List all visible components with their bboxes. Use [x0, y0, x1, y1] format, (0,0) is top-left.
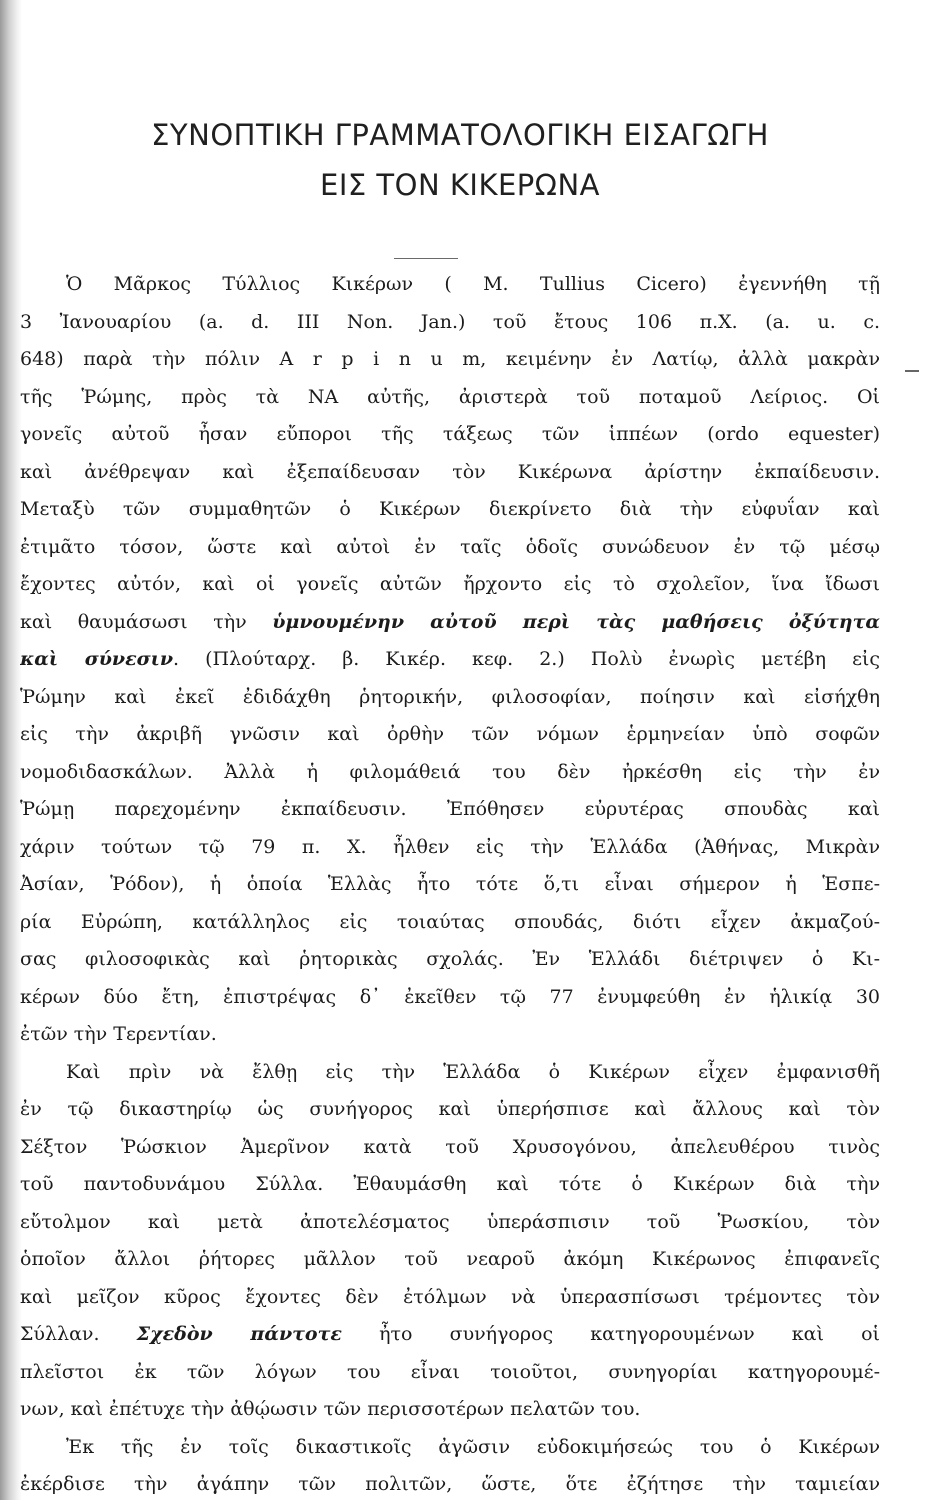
text-line — [20, 604, 880, 642]
text-line — [20, 1316, 880, 1354]
chapter-title-line-2: ΕΙΣ ΤΟΝ ΚΙΚΕΡΩΝΑ — [320, 168, 600, 202]
text-line: τοῦ παντοδυνάμου Σύλλα. Ἐθαυμάσθη καὶ τότε ὁ Κικέρων διὰ τὴν — [20, 1173, 880, 1195]
text-line: καὶ ἀνέθρεψαν καὶ ἐξεπαίδευσαν τὸν Κικέρωνα ἀρίστην ἐκπαίδευσιν. — [20, 460, 880, 483]
emphasized-phrase: Σχεδὸν πάντοτε — [136, 1323, 342, 1345]
text-line: Καὶ πρὶν νὰ ἔλθῃ εἰς τὴν Ἑλλάδα ὁ Κικέρων εἶχεν ἐμφανισθῆ — [66, 1060, 880, 1083]
text-line: Ῥώμῃ παρεχομένην ἐκπαίδευσιν. Ἐπόθησεν εὐρυτέρας σπουδὰς καὶ — [20, 798, 880, 820]
text-line: ἐτιμᾶτο τόσον, ὥστε καὶ αὐτοὶ ἐν ταῖς ὁδοῖς συνώδευον ἐν τῷ μέσῳ — [20, 535, 880, 558]
text-line: ρία Εὐρώπη, κατάλληλος εἰς τοιαύτας σπουδάς, διότι εἶχεν ἀκμαζού- — [20, 910, 880, 933]
title-divider — [394, 258, 458, 259]
text-line: Σέξτον Ῥώσκιον Ἀμερῖνον κατὰ τοῦ Χρυσογόνου, ἀπελευθέρου τινὸς — [20, 1135, 880, 1158]
margin-mark — [905, 370, 919, 372]
text-run: . (Πλούταρχ. β. Κικέρ. κεφ. 2.) Πολὺ ἐνωρὶς μετέβη εἰς — [173, 648, 880, 670]
text-line: εἰς τὴν ἀκριβῆ γνῶσιν καὶ ὀρθὴν τῶν νόμων ἑρμηνείαν ὑπὸ σοφῶν — [20, 723, 880, 745]
text-line: 648) παρὰ τὴν πόλιν A r p i n u m, κειμένην ἐν Λατίῳ, ἀλλὰ μακρὰν — [20, 348, 880, 370]
text-line: εὔτολμον καὶ μετὰ ἀποτελέσματος ὑπεράσπισιν τοῦ Ῥωσκίου, τὸν — [20, 1210, 880, 1233]
text-line: ἔχοντες αὐτόν, καὶ οἱ γονεῖς αὐτῶν ἤρχοντο εἰς τὸ σχολεῖον, ἵνα ἴδωσι — [20, 573, 880, 595]
text-line: νων, καὶ ἐπέτυχε τὴν ἀθῴωσιν τῶν περισσοτέρων πελατῶν του. — [20, 1398, 641, 1420]
emphasized-quote: καὶ σύνεσιν — [20, 648, 174, 670]
scan-edge-shadow — [0, 0, 22, 1500]
text-line: καὶ μεῖζον κῦρος ἔχοντες δὲν ἐτόλμων νὰ ὑπερασπίσωσι τρέμοντες τὸν — [20, 1285, 880, 1308]
text-line: ἐκέρδισε τὴν ἀγάπην τῶν πολιτῶν, ὥστε, ὅτε ἐζήτησε τὴν ταμιείαν — [20, 1473, 880, 1495]
text-line: ἐν τῷ δικαστηρίῳ ὡς συνήγορος καὶ ὑπερήσπισε καὶ ἄλλους καὶ τὸν — [20, 1098, 880, 1120]
text-line — [20, 641, 880, 679]
text-line: πλεῖστοι ἐκ τῶν λόγων του εἶναι τοιοῦτοι, συνηγορίαι κατηγορουμέ- — [20, 1360, 880, 1383]
text-line: νομοδιδασκάλων. Ἀλλὰ ἡ φιλομάθειά του δὲν ἠρκέσθη εἰς τὴν ἐν — [20, 760, 880, 783]
text-line: γονεῖς αὐτοῦ ἦσαν εὔποροι τῆς τάξεως τῶν ἱππέων (ordo equester) — [20, 423, 880, 445]
text-line: 3 Ἰανουαρίου (a. d. III Non. Jan.) τοῦ ἔτους 106 π.Χ. (a. u. c. — [20, 310, 880, 333]
text-line: ἐτῶν τὴν Τερεντίαν. — [20, 1023, 217, 1045]
text-line: τῆς Ῥώμης, πρὸς τὰ ΝΑ αὐτῆς, ἀριστερὰ τοῦ ποταμοῦ Λείριος. Οἱ — [20, 385, 880, 408]
body-text — [20, 266, 880, 1504]
text-line: ὁποῖον ἄλλοι ῥήτορες μᾶλλον τοῦ νεαροῦ ἀκόμη Κικέρωνος ἐπιφανεῖς — [20, 1248, 880, 1270]
text-run: ἦτο συνήγορος κατηγορουμένων καὶ οἱ — [341, 1323, 880, 1345]
text-line: Μεταξὺ τῶν συμμαθητῶν ὁ Κικέρων διεκρίνετο διὰ τὴν εὐφυΐαν καὶ — [20, 498, 880, 520]
emphasized-quote: ὑμνουμένην αὐτοῦ περὶ τὰς μαθήσεις ὀξύτητα — [272, 610, 880, 633]
text-line: Ὁ Μᾶρκος Τύλλιος Κικέρων ( M. Tullius Cicero) ἐγεννήθη τῇ — [66, 273, 880, 295]
text-line: Ἐκ τῆς ἐν τοῖς δικαστικοῖς ἀγῶσιν εὐδοκιμήσεώς του ὁ Κικέρων — [66, 1435, 880, 1458]
text-line: σας φιλοσοφικὰς καὶ ῥητορικὰς σχολάς. Ἐν Ἑλλάδι διέτριψεν ὁ Κι- — [20, 948, 880, 970]
text-line: χάριν τούτων τῷ 79 π. Χ. ἦλθεν εἰς τὴν Ἑλλάδα (Ἀθήνας, Μικρὰν — [20, 835, 880, 858]
chapter-title-line-1: ΣΥΝΟΠΤΙΚΗ ΓΡΑΜΜΑΤΟΛΟΓΙΚΗ ΕΙΣΑΓΩΓΗ — [151, 118, 769, 152]
text-line: κέρων δύο ἔτη, ἐπιστρέψας δ᾽ ἐκεῖθεν τῷ 77 ἐνυμφεύθη ἐν ἡλικίᾳ 30 — [20, 985, 880, 1008]
text-run: καὶ θαυμάσωσι τὴν — [20, 610, 273, 633]
text-line: Ῥώμην καὶ ἐκεῖ ἐδιδάχθη ῥητορικήν, φιλοσοφίαν, ποίησιν καὶ εἰσήχθη — [20, 685, 880, 708]
text-run: Σύλλαν. — [20, 1323, 137, 1345]
text-line: Ἀσίαν, Ῥόδον), ἡ ὁποία Ἑλλὰς ἦτο τότε ὅ,τι εἶναι σήμερον ἡ Ἑσπε- — [20, 873, 880, 895]
